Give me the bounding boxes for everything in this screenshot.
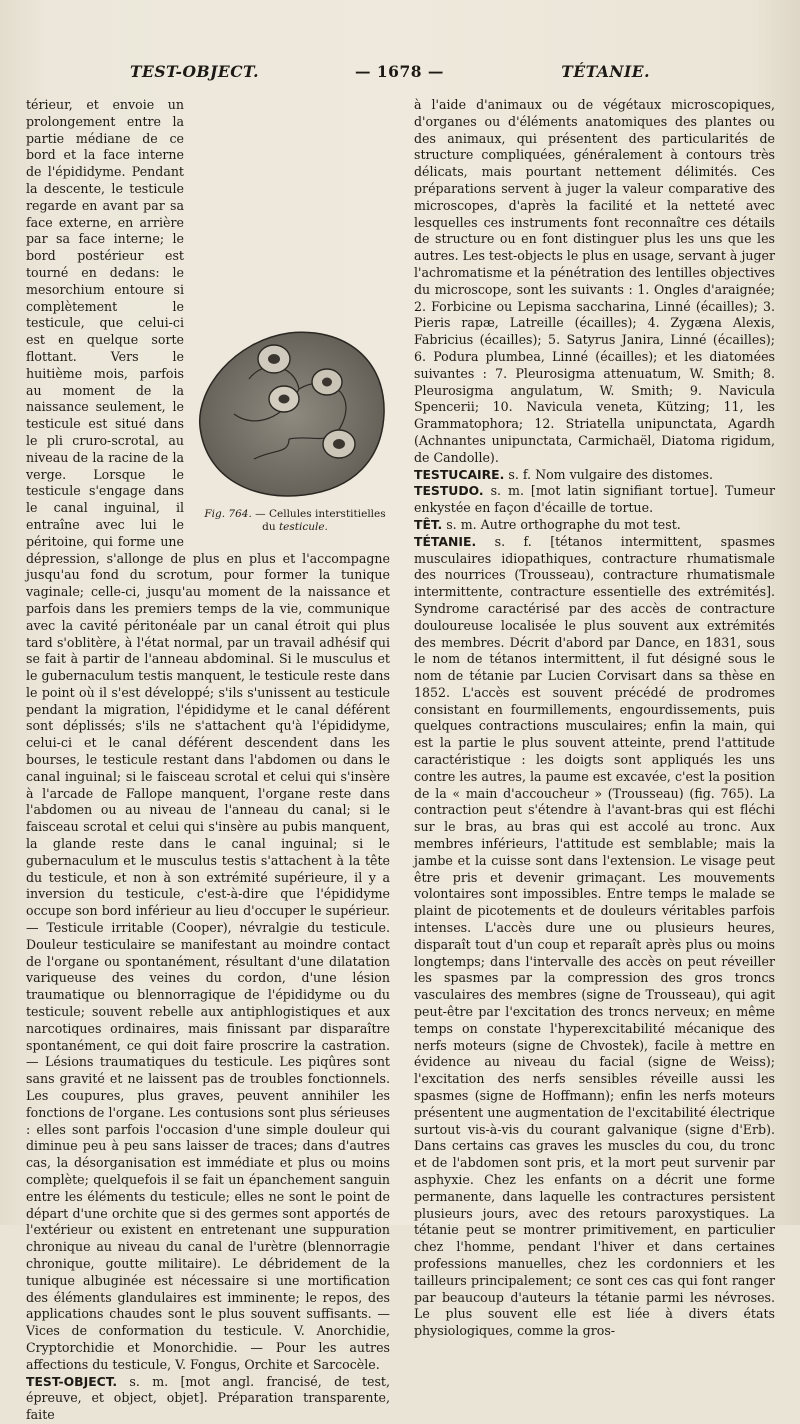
entry-tetanie-head: TÉTANIE. — [414, 533, 477, 549]
figure-caption-italic: testicule. — [278, 521, 328, 533]
page-number: — 1678 — — [355, 62, 444, 81]
entry-testudo-body: s. m. [mot latin signifiant tortue]. Tumeur enkystée en façon d'écaille de tortue. — [414, 483, 775, 516]
testicule-continuation: térieur, et envoie un prolongement entre la partie médiane de ce bord et la face interne de l'épididyme. Pendant la descente, le testicule regarde en avant par sa face externe, en arrière par sa face interne; le bord postérieur est tourné en dedans: le mesorchium entoure si complètement le testicule, que celui-ci est en quelque sorte flottant. Vers le huitième mois, parfois au moment de la naissance seulement, le testicule est situé dans le pli cruro-scrotal, au niveau de la racine de la verge. Lorsque le testicule s'engage dans le canal inguinal, il entraîne avec lui le péritoine, qui forme une dépression, s'allonge de plus en plus et l'accompagne jusqu'au fond du scrotum, pour former la tunique vaginale; celle-ci, jusqu'au moment de la naissance et parfois dans les premiers temps de la vie, communique avec la cavité péritonéale par un canal étroit qui plus tard s'oblitère, à l'état normal, par un travail adhésif qui se fait à partir de l'anneau abdominal. Si le musculus et le gubernaculum testis manquent, le testicule reste dans le point où il s'est développé; s'ils s'unissent au testicule pendant la migration, l'épididyme et le canal déférent sont déplissés; s'ils ne s'attachent qu'à l'épididyme, celui-ci et le canal déférent descendent dans les bourses, le testicule restant dans l'abdomen ou dans le canal inguinal; si le faisceau scrotal et celui qui s'insère à l'arcade de Fallope manquent, l'organe reste dans l'abdomen ou au niveau de l'anneau du canal; si le faisceau scrotal et celui qui s'insère au pubis manquent, la glande reste dans le canal inguinal; si le gubernaculum et le musculus testis s'attachent à la tête du testicule, et non à son extrémité supérieure, il y a inversion du testicule, c'est-à-dire que l'épididyme occupe son bord inférieur au lieu d'occuper le supérieur. — Testicule irritable (Cooper), névralgie du testicule. Douleur testiculaire se manifestant au moindre contact de l'organe ou spontanément, résultant d'une dilatation variqueuse des veines du cordon, d'une lésion traumatique ou blennorragique de l'épididyme ou du testicule; souvent rebelle aux antiphlogistiques et aux narcotiques ordinaires, mais finissant par disparaître spontanément, ce qui doit faire proscrire la castration. — Lésions traumatiques du testicule. Les piqûres sont sans gravité et ne laissent pas de troubles fonctionnels. Les coupures, plus graves, peuvent annihiler les fonctions de l'organe. Les contusions sont plus sérieuses : elles sont parfois l'occasion d'une simple douleur qui diminue peu à peu sans laisser de traces; dans d'autres cas, la désorganisation est immédiate et plus ou moins complète; quelquefois il se fait un épanchement sanguin entre les éléments du testicule; elles ne sont le point de départ d'une orchite que si des germes sont apportés de l'extérieur ou existent en entretenant une suppuration chronique au niveau du canal de l'urètre (blennorragie chronique, goutte militaire). Le débridement de la tunique albuginée est nécessaire si une mortification des éléments glandulaires est imminente; le repos, des applications chaudes sont le plus souvent suffisants. — Vices de conformation du testicule. V. Anorchidie, Cryptorchidie et Monorchidie. — Pour les autres affections du testicule, V. Fongus, Orchite et Sarcocèle. — [26, 97, 390, 1372]
figure-caption-text: — Cellules interstitielles du — [255, 508, 386, 533]
running-header — [130, 62, 650, 84]
entry-test-object-body: s. m. [mot angl. francisé, de test, épreuve, et object, objet]. Préparation transparente, faite — [26, 1373, 390, 1423]
figure-caption — [194, 508, 390, 534]
entry-testucaire-body: s. f. Nom vulgaire des distomes. — [508, 466, 713, 482]
entry-tetanie — [414, 534, 775, 1340]
test-object-continuation: à l'aide d'animaux ou de végétaux microscopiques, d'organes ou d'éléments anatomiques des plantes ou des animaux, qui présentent des particularités de structure compliquées, généralement à contours très délicats, mais pourtant nettement délimités. Ces préparations servent à juger la valeur comparative des microscopes, d'après la facilité et la netteté avec lesquelles ces instruments font reconnaître ces détails de structure ou en font distinguer plus les uns que les autres. Les test-objects le plus en usage, servant à juger l'achromatisme et la pénétration des lentilles objectives du microscope, sont les suivants : 1. Ongles d'araignée; 2. Forbicine ou Lepisma saccharina, Linné (écailles); 3. Pieris rapæ, Latreille (écailles); 4. Zygæna Alexis, Fabricius (écailles); 5. Satyrus Janira, Linné (écailles); 6. Podura plumbea, Linné (écailles); et les diatomées suivantes : 7. Pleurosigma attenuatum, W. Smith; 8. Pleurosigma angulatum, W. Smith; 9. Navicula Spencerii; 10. Navicula veneta, Kützing; 11, les Grammatophora; 12. Striatella unipunctata, Agardh (Achnantes unipunctata, Carmichaël, Diatoma rigidum, de Candolle). — [414, 97, 775, 465]
entry-testudo — [414, 483, 775, 517]
entry-tet-body: s. m. Autre orthographe du mot test. — [446, 516, 681, 532]
header-left-term: TEST-OBJECT. — [130, 62, 259, 81]
entry-test-object — [26, 1374, 390, 1424]
entry-test-object-head: TEST-OBJECT. — [26, 1373, 118, 1389]
entry-tetanie-body: s. f. [tétanos intermittent, spasmes musculaires idiopathiques, contracture rhumatismale des nourrices (Trousseau), contracture rhumatismale intermittente, contracture essentielle des extrémités]. Syndrome caractérisé par des accès de contracture douloureuse localisée le plus souvent aux extrémités des membres. Décrit d'abord par Dance, en 1831, sous le nom de tétanos intermittent, il fut désigné sous le nom de tétanie par Lucien Corvisart dans sa thèse en 1852. L'accès est souvent précédé de prodromes consistant en fourmillements, engourdissements, puis quelques contractions musculaires; enfin la main, qui est la partie le plus souvent atteinte, prend l'attitude caractéristique : les doigts sont appliqués les uns contre les autres, la paume est excavée, c'est la position de la « main d'accoucheur » (Trousseau) (fig. 765). La contraction peut s'étendre à l'avant-bras qui est fléchi sur le bras, au bras qui est accolé au tronc. Aux membres inférieurs, l'attitude est semblable; mais la jambe et la cuisse sont dans l'extension. Le visage peut être pris et devenir grimaçant. Les mouvements volontaires sont impossibles. Entre temps le malade se plaint de picotements et de douleurs véritables parfois intenses. L'accès dure une ou plusieurs heures, disparaît tout d'un coup et reparaît après plus ou moins longtemps; dans l'intervalle des accès on peut réveiller les spasmes par la compression des gros troncs vasculaires des membres (signe de Trousseau), qui agit peut-être par l'excitation des troncs nerveux; en même temps on constate l'hyperexcitabilité mécanique des nerfs moteurs (signe de Chvostek), facile à mettre en évidence au niveau du facial (signe de Weiss); l'excitation des nerfs sensibles réveille aussi les spasmes (signe de Hoffmann); enfin les nerfs moteurs présentent une augmentation de l'excitabilité électrique surtout vis-à-vis du courant galvanique (signe d'Erb). Dans certains cas graves les muscles du cou, du tronc et de l'abdomen sont pris, et la mort peut survenir par asphyxie. Chez les enfants on a décrit une forme permanente, dans laquelle les contractures persistent plusieurs jours, avec des retours paroxystiques. La tétanie peut se montrer primitivement, en particulier chez l'homme, pendant l'hiver et dans certaines professions manuelles, chez les cordonniers et les tailleurs principalement; ce sont ces cas qui font ranger par beaucoup d'auteurs la tétanie parmi les névroses. Le plus souvent elle est liée à divers états physiologiques, comme la gros- — [414, 533, 775, 1339]
entry-testucaire-head: TESTUCAIRE. — [414, 466, 505, 482]
header-right-term: TÉTANIE. — [561, 62, 650, 81]
left-column — [26, 97, 390, 1423]
entry-testudo-head: TESTUDO. — [414, 483, 484, 499]
right-column — [414, 97, 775, 1339]
entry-tet — [414, 517, 775, 534]
interstitial-cells-illustration — [194, 319, 390, 504]
entry-tet-head: TÊT. — [414, 516, 443, 532]
entry-testucaire — [414, 467, 775, 484]
figure-764 — [194, 319, 390, 544]
figure-label: Fig. 764. — [204, 508, 252, 520]
